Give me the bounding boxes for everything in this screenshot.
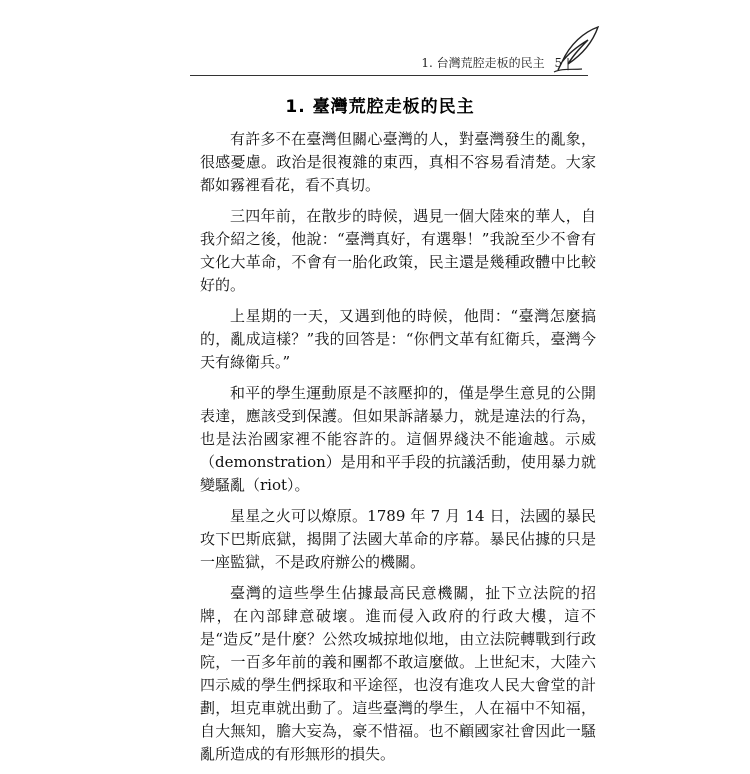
header-divider: |	[565, 56, 570, 70]
paragraph-3: 上星期的一天，又遇到他的時候，他問：“臺灣怎麼搞的，亂成這樣？”我的回答是：“你們文革有紅衛兵，臺灣今天有綠衛兵。”	[200, 307, 596, 371]
paragraph-5: 星星之火可以燎原。1789 年 7 月 14 日，法國的暴民攻下巴斯底獄，揭開了法國大革命的序幕。暴民佔據的只是一座監獄，不是政府辦公的機關。	[200, 507, 596, 571]
page-number: 5	[554, 56, 563, 70]
paragraph-4: 和平的學生運動原是不該壓抑的，僅是學生意見的公開表達，應該受到保護。但如果訴諸暴力，就是違法的行為，也是法治國家裡不能容許的。這個界綫決不能逾越。示威（demonstration）是用和平手段的抗議活動，使用暴力就變騷亂（riot）。	[200, 384, 596, 494]
running-header	[190, 54, 610, 76]
paragraph-2: 三四年前，在散步的時候，遇見一個大陸來的華人，自我介紹之後，他說：“臺灣真好，有選舉！”我說至少不會有文化大革命，不會有一胎化政策，民主還是幾種政體中比較好的。	[200, 207, 596, 294]
paragraph-1: 有許多不在臺灣但關心臺灣的人，對臺灣發生的亂象，很感憂慮。政治是很複雜的東西，真相不容易看清楚。大家都如霧裡看花，看不真切。	[200, 130, 596, 194]
paragraph-6: 臺灣的這些學生佔據最高民意機關，扯下立法院的招牌，在內部肆意破壞。進而侵入政府的行政大樓，這不是“造反”是什麼？公然攻城掠地似地，由立法院轉戰到行政院，一百多年前的義和團都不敢這麼做。上世紀末，大陸六四示威的學生們採取和平途徑，也沒有進攻人民大會堂的計劃，坦克車就出動了。這些臺灣的學生，人在福中不知福，自大無知，膽大妄為，豪不惜福。也不顧國家社會因此一騷亂所造成的有形無形的損失。	[200, 584, 596, 763]
running-title: 1. 台灣荒腔走板的民主	[421, 56, 545, 70]
header-rule	[190, 75, 588, 76]
article-body	[200, 128, 596, 774]
article-title: 1. 臺灣荒腔走板的民主	[285, 97, 475, 117]
